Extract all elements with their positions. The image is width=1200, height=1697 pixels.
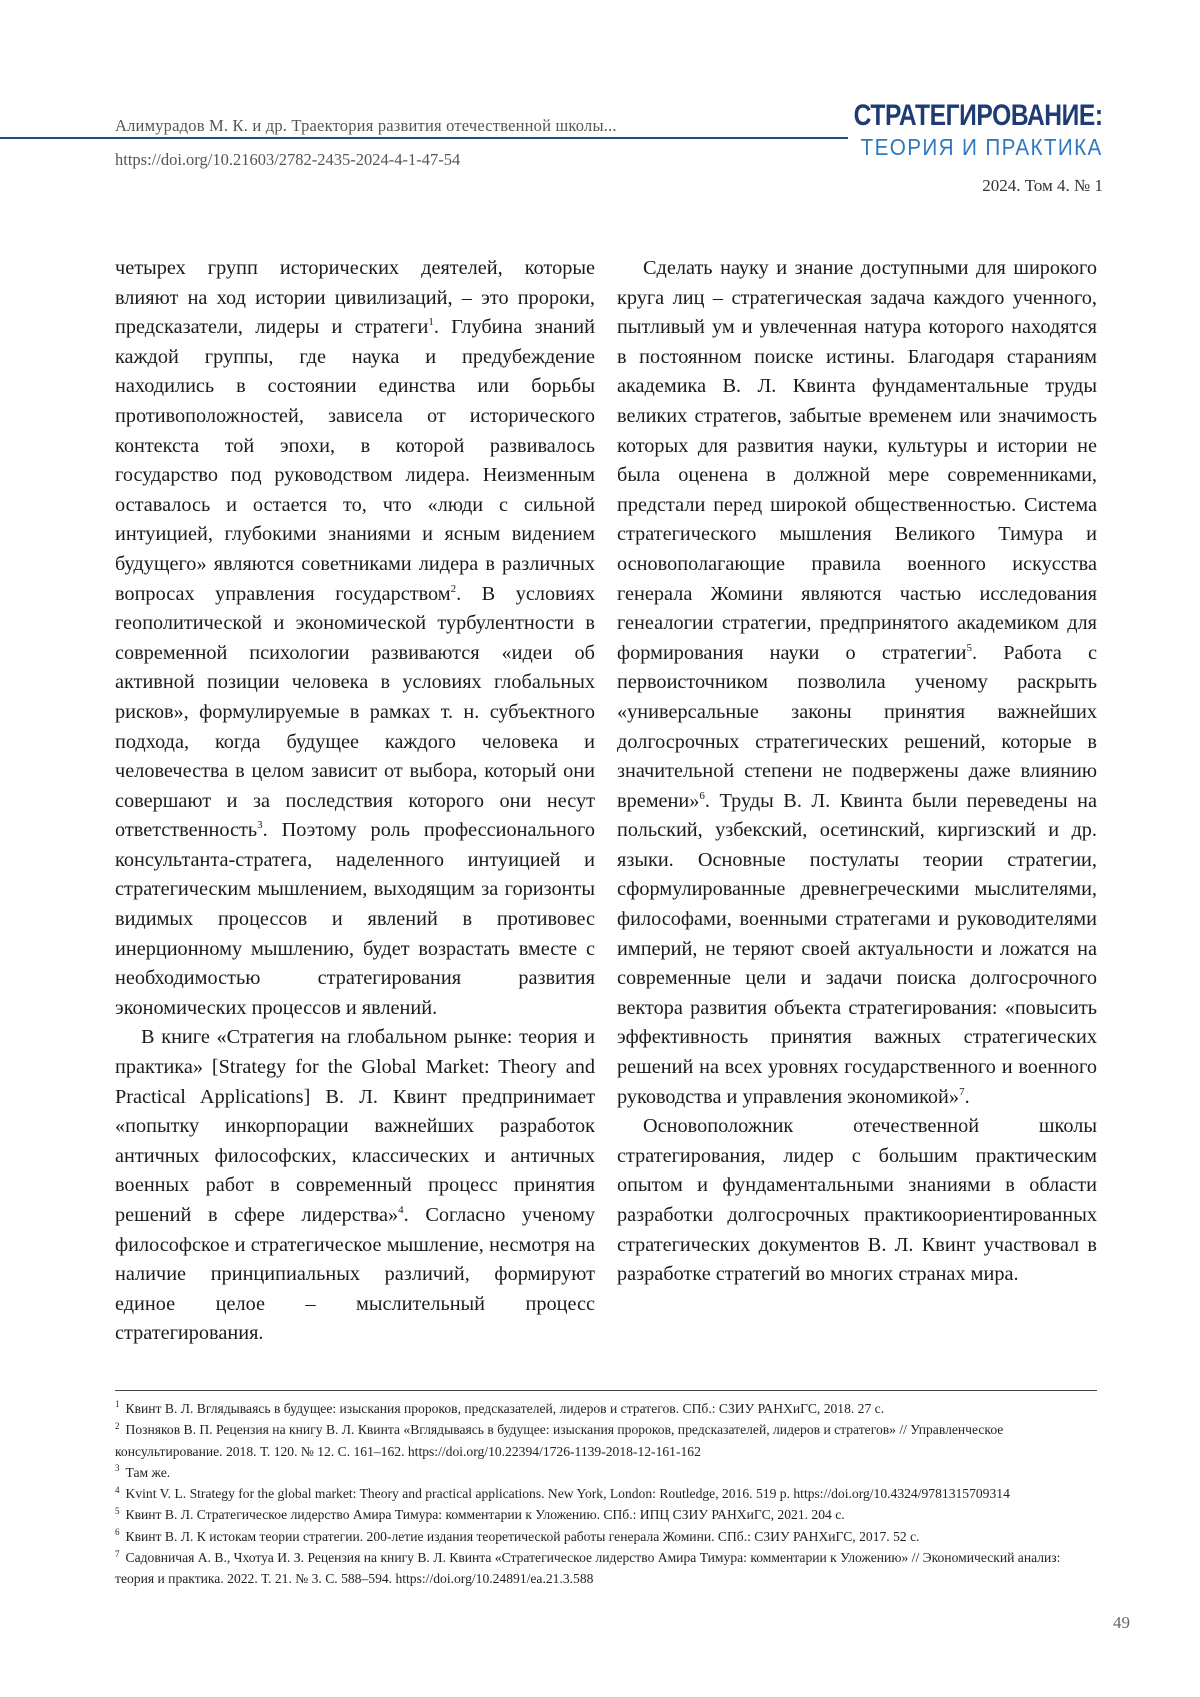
text-run: . Глубина знаний каждой группы, где наука и предубеждение находились в состоянии единства или борьбы противоположностей, зависела от исторического контекста той эпохи, в которой развивалось государство под руководством лидера. Неизменным оставалось и остается то, что «люди с сильной интуицией, глубокими знаниями и ясным видением будущего» являются советниками лидера в различных вопросах управления государством: [115, 316, 595, 605]
footnote-number: 6: [115, 1527, 120, 1538]
right-column: [617, 254, 1097, 1290]
footnote-text: Там же.: [125, 1464, 171, 1480]
left-column: [115, 254, 595, 1349]
footnote-ref-4[interactable]: 4: [398, 1204, 404, 1217]
header-rule: [0, 137, 848, 139]
footnote-text: Позняков В. П. Рецензия на книгу В. Л. Квинта «Вглядываясь в будущее: изыскания пророков, предсказателей, лидеров и стратегов» // Управленческое консультирование. 2018. Т. 120. № 12. С. 161–162. https://doi.org/10.22394/1726-1139-2018-12-161-162: [115, 1422, 1004, 1459]
left-paragraph-2: [115, 1023, 595, 1349]
footnote-ref-5[interactable]: 5: [966, 641, 972, 654]
journal-issue: 2024. Том 4. № 1: [982, 176, 1103, 195]
right-paragraph-2: Основоположник отечественной школы стратегирования, лидер с большим практическим опытом и фундаментальными знаниями в области разработки долгосрочных практикоориентированных стратегических документов В. Л. Квинт участвовал в разработке стратегий во многих странах мира.: [617, 1115, 1097, 1286]
footnote-5: [115, 1504, 1097, 1525]
footnote-ref-2[interactable]: 2: [450, 582, 457, 595]
footnote-7: [115, 1547, 1097, 1590]
text-run: . Работа с первоисточником позволила ученому раскрыть «универсальные законы принятия важнейших долгосрочных стратегических решений, которые в значительной степени не подвержены даже влиянию времени»: [617, 641, 1097, 812]
footnotes: [115, 1398, 1097, 1590]
text-run: Сделать науку и знание доступными для широкого круга лиц – стратегическая задача каждого ученного, пытливый ум и увлеченная натура которого находятся в постоянном поиске истины. Благодаря стараниям академика В. Л. Квинта фундаментальные труды великих стратегов, забытые временем или значимость которых для развития науки, культуры и истории не была оценена в должной мере современниками, предстали перед широкой общественностью. Система стратегического мышления Великого Тимура и основополагающие правила военного искусства генерала Жомини являются частью исследования генеалогии стратегии, предпринятого академиком для формирования науки о стратегии: [617, 257, 1097, 664]
footnote-number: 1: [115, 1399, 120, 1410]
footnote-1: [115, 1398, 1097, 1419]
text-run: четырех групп исторических деятелей, которые влияют на ход истории цивилизаций, – это пророки, предсказатели, лидеры и стратеги: [115, 257, 595, 339]
footnote-ref-6[interactable]: 6: [699, 789, 705, 802]
text-run: В книге «Стратегия на глобальном рынке: теория и практика» [Strategy for the Global Market: Theory and Practical Applications] В. Л. Квинт предпринимает «попытку инкорпорации важнейших разработок античных философских, классических и античных военных работ в современный процесс принятия решений в сфере лидерства»: [115, 1026, 595, 1226]
right-paragraph-1: [617, 254, 1097, 1112]
footnote-text: Квинт В. Л. Вглядываясь в будущее: изыскания пророков, предсказателей, лидеров и стратегов. СПб.: СЗИУ РАНХиГС, 2018. 27 с.: [125, 1401, 885, 1416]
footnote-4: [115, 1483, 1097, 1504]
footnote-text: Квинт В. Л. Стратегическое лидерство Амира Тимура: комментарии к Уложению. СПб.: ИПЦ СЗИУ РАНХиГС, 2021. 204 с.: [125, 1507, 845, 1523]
running-head: Алимурадов М. К. и др. Траектория развития отечественной школы...: [115, 116, 617, 135]
footnote-rule: [115, 1390, 1097, 1391]
journal-logo: [799, 100, 1103, 162]
footnote-text: Kvint V. L. Strategy for the global market: Theory and practical applications. New York, London: Routledge, 2016. 519 p. https://doi.org/10.4324/9781315709314: [125, 1486, 1010, 1502]
footnote-ref-7[interactable]: 7: [959, 1085, 965, 1098]
footnote-number: 4: [115, 1484, 120, 1495]
journal-subtitle: ТЕОРИЯ И ПРАКТИКА: [860, 134, 1103, 160]
footnote-ref-3[interactable]: 3: [257, 819, 263, 832]
left-paragraph-1: [115, 254, 595, 1023]
footnote-text: Садовничая А. В., Чхотуа И. З. Рецензия на книгу В. Л. Квинта «Стратегическое лидерство Амира Тимура: комментарии к Уложению» // Экономический анализ: теория и практика. 2022. Т. 21. № 3. С. 588–594. https://doi.org/10.24891/ea.21.3.588: [115, 1550, 1061, 1587]
footnote-number: 2: [115, 1420, 120, 1431]
article-doi[interactable]: https://doi.org/10.21603/2782-2435-2024-4-1-47-54: [115, 150, 461, 169]
text-run: . Согласно ученому философское и стратегическое мышление, несмотря на наличие принципиальных различий, формируют единое целое – мыслительный процесс стратегирования.: [115, 1204, 595, 1345]
text-run: . В условиях геополитической и экономической турбулентности в современной психологии развиваются «идеи об активной позиции человека в условиях глобальных рисков», формулируемые в рамках т. н. субъектного подхода, когда будущее каждого человека и человечества в целом зависит от выбора, который они совершают и за последствия которого они несут ответственность: [115, 582, 595, 842]
footnote-number: 7: [115, 1548, 120, 1559]
footnote-3: [115, 1462, 1097, 1483]
footnote-text: Квинт В. Л. К истокам теории стратегии. 200-летие издания теоретической работы генерала Жомини. СПб.: СЗИУ РАНХиГС, 2017. 52 с.: [125, 1528, 920, 1544]
footnote-number: 5: [115, 1505, 120, 1516]
page-number: 49: [1113, 1613, 1130, 1632]
footnote-ref-1[interactable]: 1: [428, 316, 434, 329]
footnote-2: [115, 1419, 1097, 1462]
footnote-number: 3: [115, 1463, 120, 1474]
text-run: . Труды В. Л. Квинта были переведены на польский, узбекский, осетинский, киргизский и др. языки. Основные постулаты теории стратегии, сформулированные древнегреческими мыслителями, философами, военными стратегами и руководителями империй, не теряют своей актуальности и ложатся на современные цели и задачи поиска долгосрочного вектора развития объекта стратегирования: «повысить эффективность принятия важных стратегических решений на всех уровнях государственного и военного руководства и управления экономикой»: [617, 789, 1097, 1108]
text-run: . Поэтому роль профессионального консультанта-стратега, наделенного интуицией и стратегическим мышлением, выходящим за горизонты видимых процессов и явлений в противовес инерционному мышлению, будет возрастать вместе с необходимостью стратегирования развития экономических процессов и явлений.: [115, 819, 595, 1019]
text-run: .: [964, 1085, 970, 1108]
footnote-6: [115, 1526, 1097, 1547]
journal-title: СТРАТЕГИРОВАНИЕ:: [853, 99, 1103, 132]
